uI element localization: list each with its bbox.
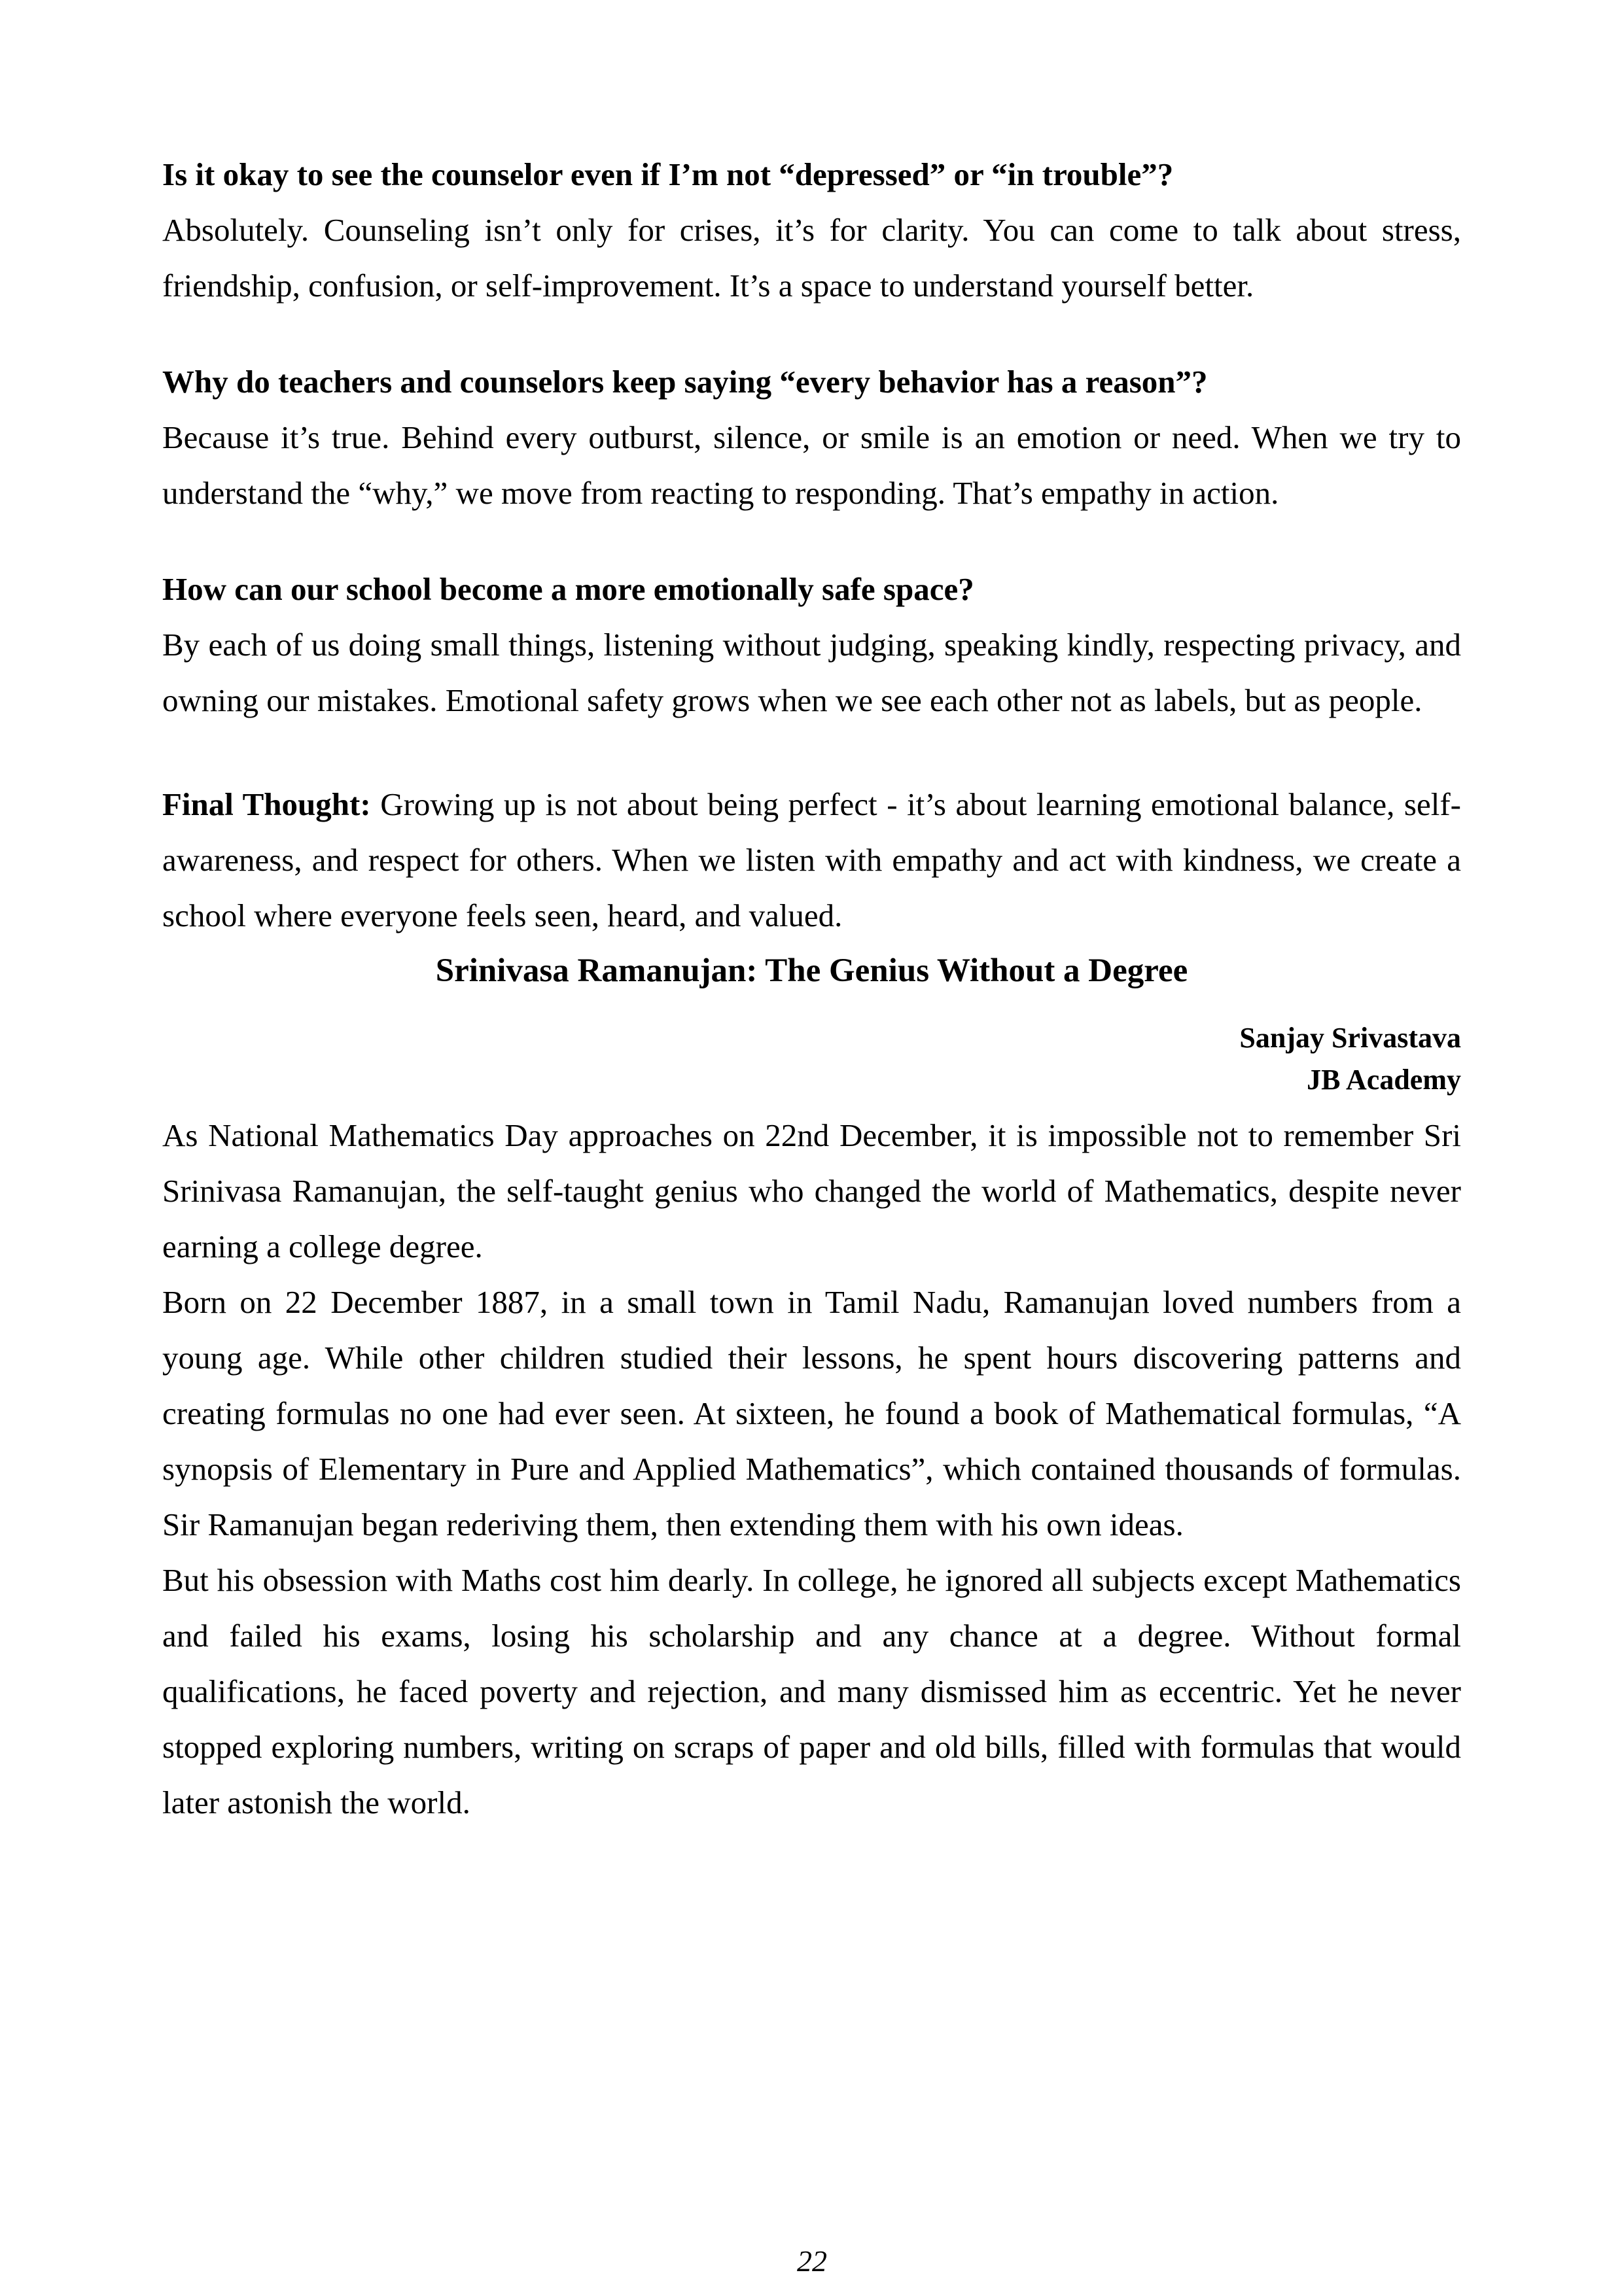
qa-question: How can our school become a more emotionally safe space? <box>162 571 974 607</box>
final-thought-paragraph <box>162 776 1461 943</box>
qa-section-counselor <box>162 147 1461 313</box>
qa-section-safe-space <box>162 561 1461 728</box>
final-thought-label: Final Thought: <box>162 786 371 822</box>
article-paragraph: Born on 22 December 1887, in a small town in Tamil Nadu, Ramanujan loved numbers from a young age. While other children studied their lessons, he spent hours discovering patterns and creating formulas no one had ever seen. At sixteen, he found a book of Mathematical formulas, “A synopsis of Elementary in Pure and Applied Mathematics”, which contained thousands of formulas. Sir Ramanujan began rederiving them, then extending them with his own ideas. <box>162 1284 1461 1542</box>
article-title: Srinivasa Ramanujan: The Genius Without a Degree <box>435 952 1188 989</box>
qa-section-behavior-reason <box>162 354 1461 521</box>
article-author: Sanjay Srivastava <box>1239 1022 1461 1054</box>
article-paragraph: But his obsession with Maths cost him dearly. In college, he ignored all subjects except Mathematics and failed his exams, losing his scholarship and any chance at a degree. Without formal qualifications, he faced poverty and rejection, and many dismissed him as eccentric. Yet he never stopped exploring numbers, writing on scraps of paper and old bills, filled with formulas that would later astonish the world. <box>162 1562 1461 1820</box>
page-number: 22 <box>797 2244 827 2278</box>
qa-question: Is it okay to see the counselor even if I’m not “depressed” or “in trouble”? <box>162 156 1174 192</box>
article-byline <box>162 1017 1461 1101</box>
qa-answer: Absolutely. Counseling isn’t only for crises, it’s for clarity. You can come to talk about stress, friendship, confusion, or self-improvement. It’s a space to understand yourself better. <box>162 212 1461 304</box>
qa-answer: By each of us doing small things, listening without judging, speaking kindly, respecting privacy, and owning our mistakes. Emotional safety grows when we see each other not as labels, but as people. <box>162 627 1461 718</box>
article-paragraph: As National Mathematics Day approaches on 22nd December, it is impossible not to remember Sri Srinivasa Ramanujan, the self-taught genius who changed the world of Mathematics, despite never earning a college degree. <box>162 1117 1461 1264</box>
final-thought-text: Growing up is not about being perfect - it’s about learning emotional balance, self-awareness, and respect for others. When we listen with empathy and act with kindness, we create a school where everyone feels seen, heard, and valued. <box>162 786 1461 933</box>
qa-answer: Because it’s true. Behind every outburst, silence, or smile is an emotion or need. When we try to understand the “why,” we move from reacting to responding. That’s empathy in action. <box>162 419 1461 511</box>
article-affiliation: JB Academy <box>1307 1064 1461 1096</box>
qa-question: Why do teachers and counselors keep saying “every behavior has a reason”? <box>162 364 1208 400</box>
